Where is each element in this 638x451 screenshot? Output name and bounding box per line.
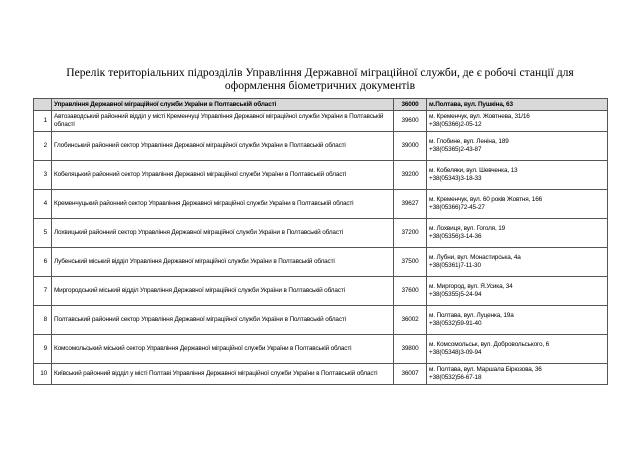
document-title <box>40 66 600 92</box>
row-number-cell: 10 <box>34 364 52 385</box>
office-name-cell: Глобинський районний сектор Управління Державної міграційної служби України в Полтавській області <box>52 132 394 161</box>
phone-number: +38(05366)2-05-12 <box>429 121 482 128</box>
phone-number: +38(05366)72-45-27 <box>429 204 485 211</box>
phone-number: +38(05355)5-24-94 <box>429 291 482 298</box>
street-address: м. Комсомольськ, вул. Добровольського, 6 <box>429 341 550 348</box>
street-address: м. Лубни, вул. Монастирська, 4а <box>429 254 521 261</box>
table-row <box>34 161 608 190</box>
row-number-cell: 8 <box>34 306 52 335</box>
address-cell <box>427 111 608 132</box>
address-cell <box>427 306 608 335</box>
table-row <box>34 364 608 385</box>
postal-index-cell: 39000 <box>394 132 427 161</box>
postal-index-cell: 39200 <box>394 161 427 190</box>
header-index-cell: 36000 <box>394 99 427 111</box>
postal-index-cell: 39627 <box>394 190 427 219</box>
office-name-cell: Кременчуцький районний сектор Управління Державної міграційної служби України в Полтавській області <box>52 190 394 219</box>
phone-number: +38(05356)3-14-36 <box>429 233 482 240</box>
address-cell <box>427 277 608 306</box>
row-number-cell: 3 <box>34 161 52 190</box>
office-name-cell: Миргородський міський відділ Управління Державної міграційної служби України в Полтавській області <box>52 277 394 306</box>
row-number-cell: 6 <box>34 248 52 277</box>
street-address: м. Полтава, вул. Луценка, 19а <box>429 312 514 319</box>
street-address: м. Полтава, вул. Маршала Бірюзова, 36 <box>429 366 542 373</box>
phone-number: +38(05361)7-11-30 <box>429 262 481 269</box>
office-name-cell: Лубенський міський відділ Управління Державної міграційної служби України в Полтавській області <box>52 248 394 277</box>
office-name-cell: Полтавський районний сектор Управління Державної міграційної служби України в Полтавській області <box>52 306 394 335</box>
postal-index-cell: 36002 <box>394 306 427 335</box>
table-row <box>34 335 608 364</box>
address-cell <box>427 219 608 248</box>
address-cell <box>427 335 608 364</box>
street-address: м. Кобеляки, вул. Шевченка, 13 <box>429 167 518 174</box>
postal-index-cell: 37600 <box>394 277 427 306</box>
office-name-cell: Київський районний відділ у місті Полтаві Управління Державної міграційної служби України в Полтавській області <box>52 364 394 385</box>
row-number-cell: 5 <box>34 219 52 248</box>
header-name-cell: Управління Державної міграційної служби України в Полтавській області <box>52 99 394 111</box>
postal-index-cell: 37500 <box>394 248 427 277</box>
office-name-cell: Комсомольський міський сектор Управління Державної міграційної служби України в Полтавській області <box>52 335 394 364</box>
phone-number: +38(05348)3-09-94 <box>429 349 482 356</box>
address-cell <box>427 161 608 190</box>
office-name-cell: Кобеляцький районний сектор Управління Державної міграційної служби України в Полтавській області <box>52 161 394 190</box>
offices-table <box>33 98 608 385</box>
table-row <box>34 219 608 248</box>
street-address: м. Глобине, вул. Леніна, 189 <box>429 138 509 145</box>
header-address-cell: м.Полтава, вул. Пушкіна, 63 <box>427 99 608 111</box>
phone-number: +38(05365)2-43-87 <box>429 146 482 153</box>
table-row <box>34 190 608 219</box>
row-number-cell: 1 <box>34 111 52 132</box>
postal-index-cell: 39800 <box>394 335 427 364</box>
row-number-cell: 2 <box>34 132 52 161</box>
address-cell <box>427 248 608 277</box>
street-address: м. Кременчук, вул. 60 років Жовтня, 166 <box>429 196 543 203</box>
office-name-cell: Лохвицький районний сектор Управління Державної міграційної служби України в Полтавській області <box>52 219 394 248</box>
table-row <box>34 111 608 132</box>
row-number-cell: 4 <box>34 190 52 219</box>
address-cell <box>427 364 608 385</box>
phone-number: +38(05343)3-18-33 <box>429 175 482 182</box>
table-row <box>34 132 608 161</box>
title-line-2: оформлення біометричних документів <box>224 79 416 92</box>
table-row <box>34 306 608 335</box>
postal-index-cell: 36007 <box>394 364 427 385</box>
table-row <box>34 248 608 277</box>
title-line-1: Перелік територіальних підрозділів Управління Державної міграційної служби, де є робочі станції для <box>66 66 574 79</box>
address-cell <box>427 132 608 161</box>
address-cell <box>427 190 608 219</box>
phone-number: +38(0532)59-91-40 <box>429 320 482 327</box>
street-address: м. Кременчук, вул. Жовтнева, 31/16 <box>429 113 530 120</box>
phone-number: +38(0532)56-67-18 <box>429 374 482 381</box>
table-row <box>34 277 608 306</box>
street-address: м. Лохвиця, вул. Гоголя, 19 <box>429 225 506 232</box>
street-address: м. Миргород, вул. Я.Усика, 34 <box>429 283 513 290</box>
row-number-cell: 7 <box>34 277 52 306</box>
header-num-cell <box>34 99 52 111</box>
postal-index-cell: 39600 <box>394 111 427 132</box>
postal-index-cell: 37200 <box>394 219 427 248</box>
row-number-cell: 9 <box>34 335 52 364</box>
table-header-row <box>34 99 608 111</box>
office-name-cell: Автозаводський районний відділ у місті Кременчуці Управління Державної міграційної служби України в Полтавській області <box>52 111 394 132</box>
